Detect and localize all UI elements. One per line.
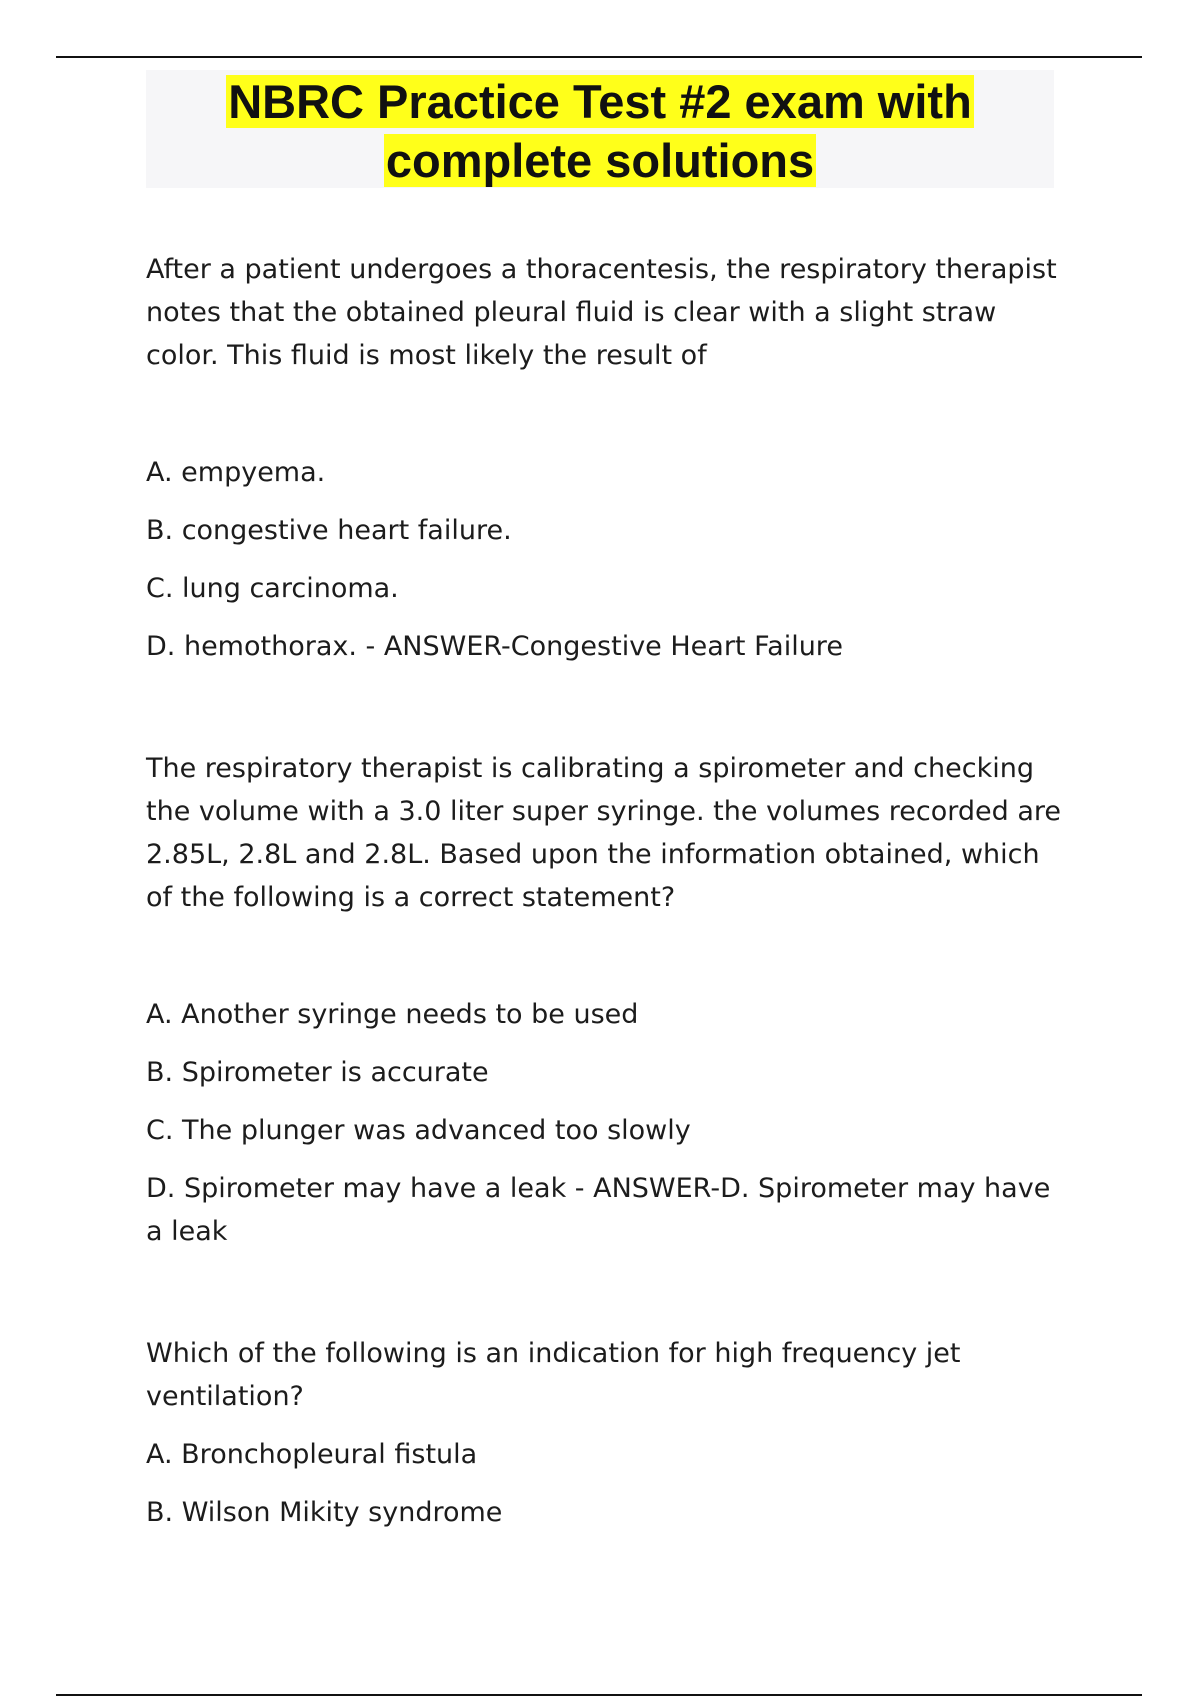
question-1-option-a: A. empyema.	[146, 457, 326, 488]
question-1-option-c: C. lung carcinoma.	[146, 573, 399, 604]
question-3	[146, 1332, 1066, 1534]
document-title	[146, 70, 1054, 190]
question-3-text: Which of the following is an indication for high frequency jet ventilation?	[146, 1338, 961, 1412]
title-line-2: complete solutions	[385, 134, 815, 187]
question-2	[146, 747, 1066, 1253]
question-2-option-d: D. Spirometer may have a leak - ANSWER-D. Spirometer may have a leak	[146, 1173, 1051, 1247]
top-rule	[56, 56, 1142, 58]
question-1	[146, 248, 1066, 668]
bottom-rule	[56, 1694, 1142, 1696]
question-1-option-d: D. hemothorax. - ANSWER-Congestive Heart Failure	[146, 631, 843, 662]
question-2-option-c: C. The plunger was advanced too slowly	[146, 1115, 691, 1146]
question-3-option-a: A. Bronchopleural fistula	[146, 1439, 478, 1470]
question-2-text: The respiratory therapist is calibrating a spirometer and checking the volume with a 3.0 liter super syringe. the volumes recorded are 2.85L, 2.8L and 2.8L. Based upon the information obtained, which of the following is a correct statement?	[146, 753, 1061, 913]
document-body	[146, 248, 1066, 1549]
question-1-text: After a patient undergoes a thoracentesis, the respiratory therapist notes that the obtained pleural fluid is clear with a slight straw color. This fluid is most likely the result of	[146, 254, 1057, 371]
title-line-1: NBRC Practice Test #2 exam with	[228, 75, 972, 128]
question-1-option-b: B. congestive heart failure.	[146, 515, 512, 546]
question-2-option-a: A. Another syringe needs to be used	[146, 999, 639, 1030]
title-block	[146, 70, 1054, 188]
question-2-option-b: B. Spirometer is accurate	[146, 1057, 489, 1088]
question-3-option-b: B. Wilson Mikity syndrome	[146, 1497, 503, 1528]
